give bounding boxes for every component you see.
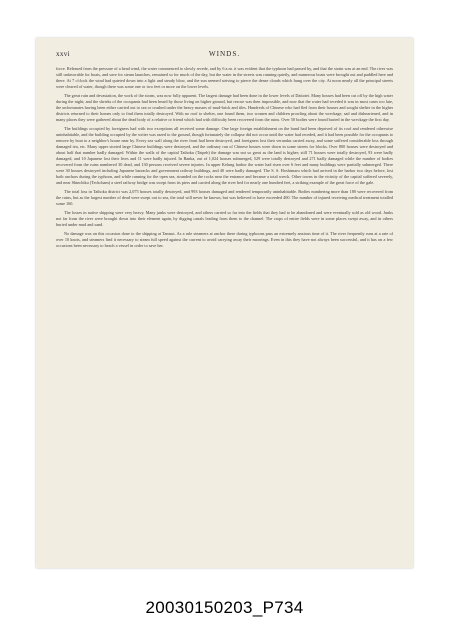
page-header: [56, 50, 393, 64]
paragraph: No damage was on this occasion done to the shipping at Tamsui. As a rule steamers at anchor there during typhoons pass an extremely anxious time of it. The river frequently runs at a rate of over 10 knots, and steamers find it necessary to steam full speed against the current to avoid carrying away their moorings. Even in this they have not always been successful, and it has on a few occasions been necessary to beach a vessel in order to save her.: [56, 231, 393, 249]
body-text: [56, 66, 393, 556]
paragraph: The great ruin and devastation, the work of the storm, was now fully apparent. The largest damage had been done in the lower levels of Daitotei. Many houses had been cut off by the high water during the night; and the shrieks of the occupants had been heard by those living on higher ground, but rescue was then impossible, and now that the water had receded it was in most cases too late, the unfortunates having been either carried out to sea or crushed under the heavy masses of mud-brick and tiles. Hundreds of Chinese who had fled from their houses and sought shelter in the higher districts returned to their homes only to find them totally destroyed. With no roof to shelter, one found them, two women and children prowling about the wreckage, sad and disheartened, and in many places they were gathered about the dead body of a relative or friend which had with difficulty been recovered from the ruins. Over 50 bodies were found buried in the wreckage the first day.: [56, 93, 393, 123]
page-number: xxvi: [56, 50, 70, 58]
paragraph: The total loss in Taihoku district was 2,075 houses totally destroyed, and 993 houses damaged and rendered temporarily uninhabitable. Bodies numbering more than 180 were recovered from the ruins, but as the largest number of dead were swept out to sea, the total will never be known, but was believed to have exceeded 400. The number of injured receiving medical treatment totalled some 160.: [56, 189, 393, 207]
image-id-caption: 20030150203_P734: [145, 598, 304, 617]
paragraph: The losses in native shipping were very heavy. Many junks were destroyed, and others carried so far into the fields that they had to be abandoned and were eventually sold as old wood. Junks not far from the river were brought down into their element again, by digging canals leading from them to the channel. The crops of entire fields were in some places swept away, and in others buried under mud and sand.: [56, 210, 393, 228]
running-title: WINDS.: [208, 50, 241, 58]
paragraph: force. Released from the pressure of a head wind, the water commenced to slowly recede, and by 6 a.m. it was evident that the typhoon had passed by, and that the strain was at an end. The river was still unfavorable for boats, and save for steam launches, remained so for much of the day, but the water in the streets was running quietly, and numerous boats were brought out and paddled here and there. At 7 o'clock the wind had quieted down into a light and steady blow, and the sun seemed striving to pierce the dense clouds which hung over the city. At noon nearly all the principal streets were cleared of water, though there was some one or two feet or more on the lower levels.: [56, 66, 393, 89]
paragraph: The buildings occupied by foreigners had with two exceptions all received some damage. One large foreign establishment on the bund had been deprived of its roof and rendered otherwise uninhabitable, and the building occupied by the writer was razed to the ground, though fortunately the collapse did not occur until the water had receded, and it had been possible for the occupants to remove by boat to a neighbor's house near by. Every sea wall along the river front had been destroyed, and foreigners lost their verandas carried away, and some suffered considerable loss through damaged tea, etc. Many upper storied large Chinese buildings were destroyed, and the ordinary run of Chinese houses were down in some streets for blocks. Over 800 houses were destroyed and about half that number badly damaged. Within the walls of the capital Taihoku (Taipeh) the damage was not so great as the land is higher; still 71 houses were totally destroyed, 93 were badly damaged, and 10 Japanese lost their lives and 11 were badly injured. In Banka, out of 1,024 houses submerged, 529 were totally destroyed and 271 badly damaged while the number of bodies recovered from the ruins numbered 30 dead, and 130 persons received severe injuries. In upper Kelung harbor the water had risen over 6 feet and many buildings were partially submerged. There were 30 houses destroyed including Japanese barracks and government railway buildings, and 40 were badly damaged. The S. S. Hoshimaru which had arrived in the harbor two days before, lost both anchors during the typhoon, and while running for the open sea, stranded on the rocks near the entrance and became a total wreck. Other towns in the vicinity of the capital suffered severely, and near Shinchiku (Teckcham) a steel railway bridge was swept from its piers and carried along the river bed for nearly one hundred feet, a striking example of the great force of the gale.: [56, 126, 393, 186]
